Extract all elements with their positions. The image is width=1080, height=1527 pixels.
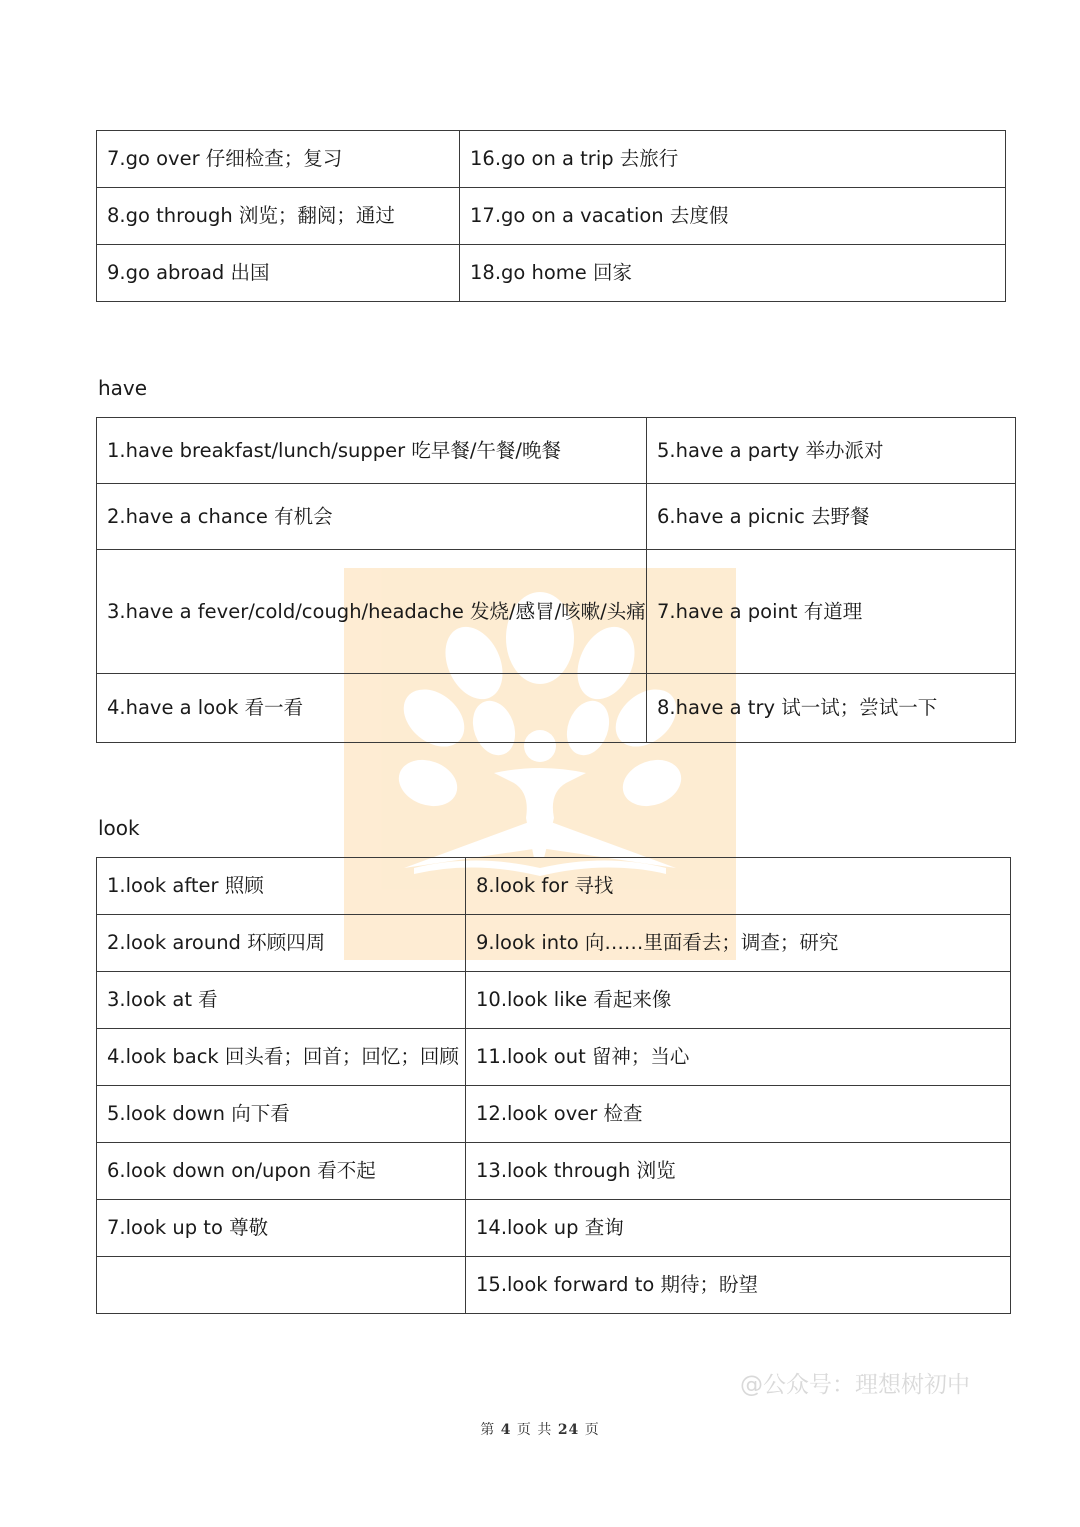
table-cell: 18.go home 回家 (460, 245, 1006, 302)
table-cell: 5.look down 向下看 (97, 1086, 466, 1143)
table-cell: 8.go through 浏览；翻阅；通过 (97, 188, 460, 245)
table-row (97, 1143, 1011, 1200)
table-cell: 5.have a party 举办派对 (647, 418, 1016, 484)
table-row (97, 858, 1011, 915)
table-cell: 9.go abroad 出国 (97, 245, 460, 302)
table-cell: 11.look out 留神；当心 (466, 1029, 1011, 1086)
page-footer (0, 1419, 1080, 1439)
table-cell: 1.look after 照顾 (97, 858, 466, 915)
table-cell: 2.have a chance 有机会 (97, 484, 647, 550)
table-cell: 4.look back 回头看；回首；回忆；回顾 (97, 1029, 466, 1086)
table-cell: 3.look at 看 (97, 972, 466, 1029)
table-row (97, 1029, 1011, 1086)
page-number: 4 (500, 1422, 512, 1438)
table-cell (97, 1257, 466, 1314)
table-row (97, 245, 1006, 302)
have-phrase-table (96, 417, 1016, 743)
table-row (97, 550, 1016, 674)
source-credit: @公众号：理想树初中 (740, 1372, 970, 1398)
table-row (97, 674, 1016, 743)
table-row (97, 1086, 1011, 1143)
table-cell: 7.go over 仔细检查；复习 (97, 131, 460, 188)
table-row (97, 972, 1011, 1029)
table-cell: 6.have a picnic 去野餐 (647, 484, 1016, 550)
table-cell: 14.look up 查询 (466, 1200, 1011, 1257)
table-cell: 7.have a point 有道理 (647, 550, 1016, 674)
table-cell: 4.have a look 看一看 (97, 674, 647, 743)
table-cell: 15.look forward to 期待；盼望 (466, 1257, 1011, 1314)
table-cell: 10.look like 看起来像 (466, 972, 1011, 1029)
table-cell: 7.look up to 尊敬 (97, 1200, 466, 1257)
table-cell: 8.have a try 试一试；尝试一下 (647, 674, 1016, 743)
footer-prefix: 第 (480, 1422, 496, 1438)
table-cell: 17.go on a vacation 去度假 (460, 188, 1006, 245)
table-row (97, 418, 1016, 484)
footer-middle: 页 共 (516, 1422, 553, 1438)
table-cell: 1.have breakfast/lunch/supper 吃早餐/午餐/晚餐 (97, 418, 647, 484)
table-row (97, 915, 1011, 972)
table-cell: 16.go on a trip 去旅行 (460, 131, 1006, 188)
table-row (97, 1200, 1011, 1257)
section-heading-look: look (98, 816, 140, 840)
table-cell: 6.look down on/upon 看不起 (97, 1143, 466, 1200)
section-heading-have: have (98, 376, 148, 400)
look-phrase-table (96, 857, 1011, 1314)
table-row (97, 1257, 1011, 1314)
table-cell: 12.look over 检查 (466, 1086, 1011, 1143)
page-total: 24 (557, 1422, 580, 1438)
table-cell: 9.look into 向……里面看去；调查；研究 (466, 915, 1011, 972)
table-row (97, 188, 1006, 245)
footer-suffix: 页 (584, 1422, 600, 1438)
table-cell: 3.have a fever/cold/cough/headache 发烧/感冒/咳嗽/头痛 (97, 550, 647, 674)
table-row (97, 484, 1016, 550)
table-cell: 13.look through 浏览 (466, 1143, 1011, 1200)
go-phrase-table (96, 130, 1006, 302)
table-cell: 8.look for 寻找 (466, 858, 1011, 915)
table-cell: 2.look around 环顾四周 (97, 915, 466, 972)
table-row (97, 131, 1006, 188)
